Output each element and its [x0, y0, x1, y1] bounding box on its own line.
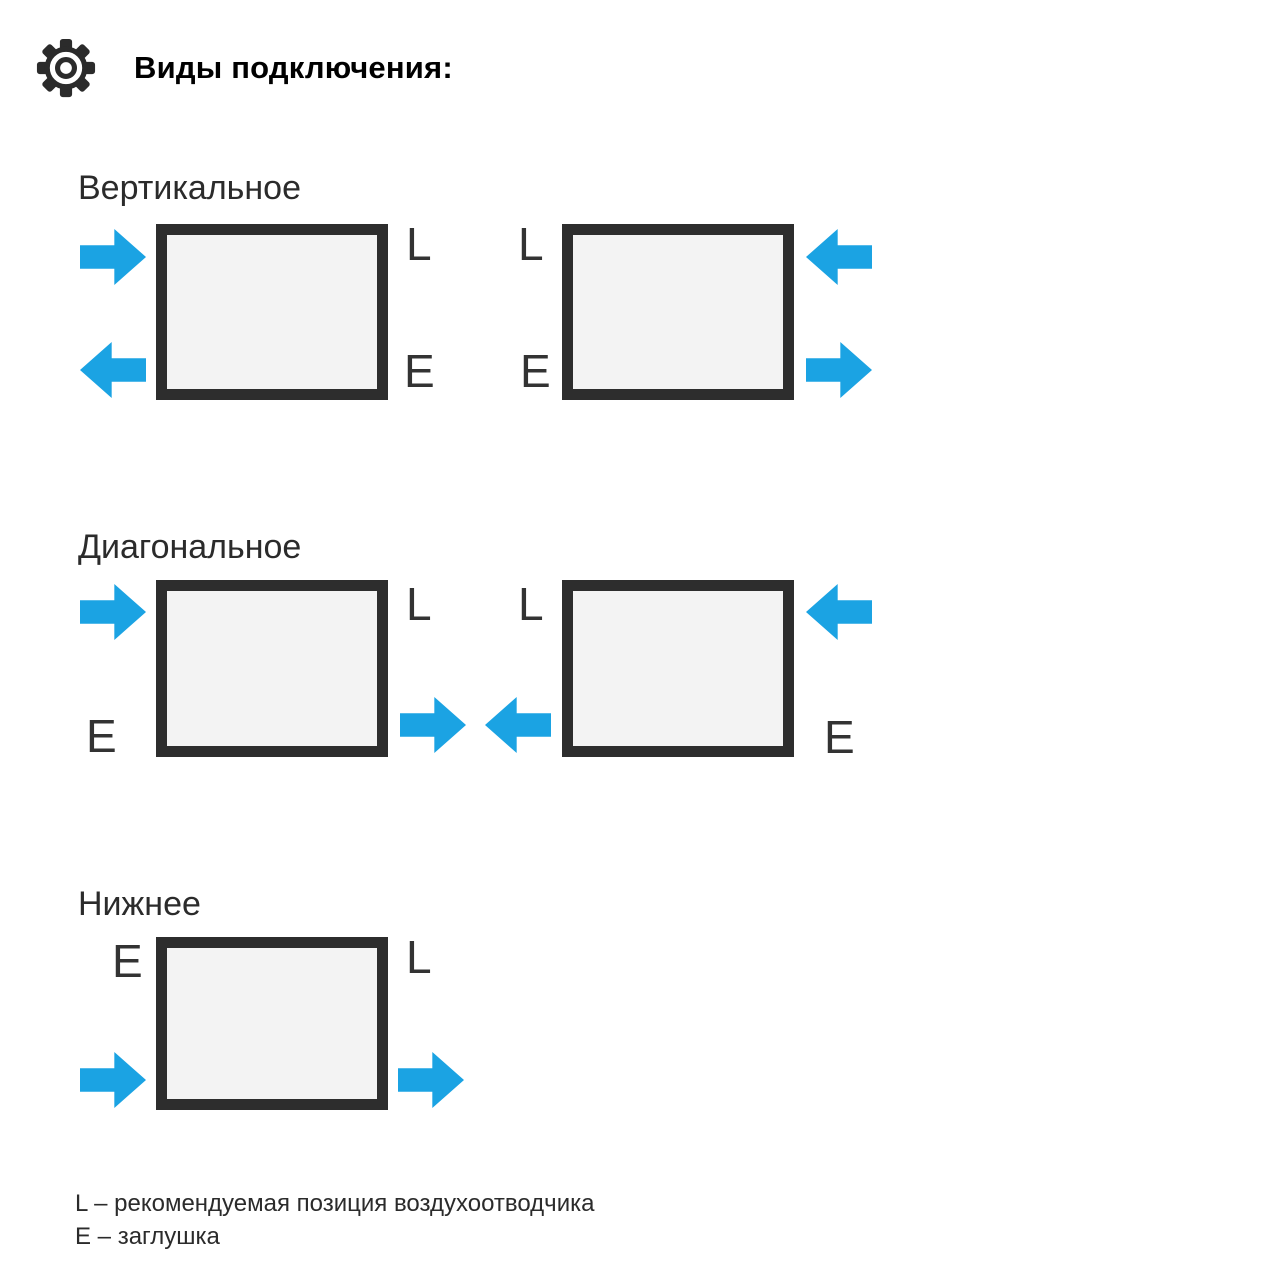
- flow-out-arrow-icon: [806, 342, 872, 398]
- flow-in-arrow-icon: [80, 584, 146, 640]
- radiator-rect: [562, 224, 794, 400]
- port-label-e: E: [824, 711, 855, 763]
- section-label-bottom: Нижнее: [78, 885, 201, 923]
- flow-out-arrow-icon: [485, 697, 551, 753]
- flow-out-arrow-icon: [398, 1052, 464, 1108]
- flow-in-arrow-icon: [806, 229, 872, 285]
- port-label-e: E: [86, 710, 117, 762]
- page-title: Виды подключения:: [134, 50, 453, 85]
- flow-out-arrow-icon: [400, 697, 466, 753]
- radiator-rect: [562, 580, 794, 757]
- legend-line-l: L – рекомендуемая позиция воздухоотводчика: [75, 1190, 595, 1217]
- port-label-l: L: [406, 578, 432, 630]
- flow-in-arrow-icon: [806, 584, 872, 640]
- gear-icon: [36, 38, 96, 98]
- radiator-rect: [156, 224, 388, 400]
- section-label-vertical: Вертикальное: [78, 169, 301, 207]
- port-label-l: L: [518, 218, 544, 270]
- port-label-e: E: [520, 345, 551, 397]
- port-label-e: E: [404, 345, 435, 397]
- port-label-l: L: [518, 578, 544, 630]
- flow-in-arrow-icon: [80, 1052, 146, 1108]
- radiator-rect: [156, 580, 388, 757]
- legend-line-e: E – заглушка: [75, 1223, 220, 1250]
- radiator-rect: [156, 937, 388, 1110]
- port-label-l: L: [406, 931, 432, 983]
- flow-out-arrow-icon: [80, 342, 146, 398]
- flow-in-arrow-icon: [80, 229, 146, 285]
- port-label-l: L: [406, 218, 432, 270]
- port-label-e: E: [112, 935, 143, 987]
- section-label-diagonal: Диагональное: [78, 528, 302, 566]
